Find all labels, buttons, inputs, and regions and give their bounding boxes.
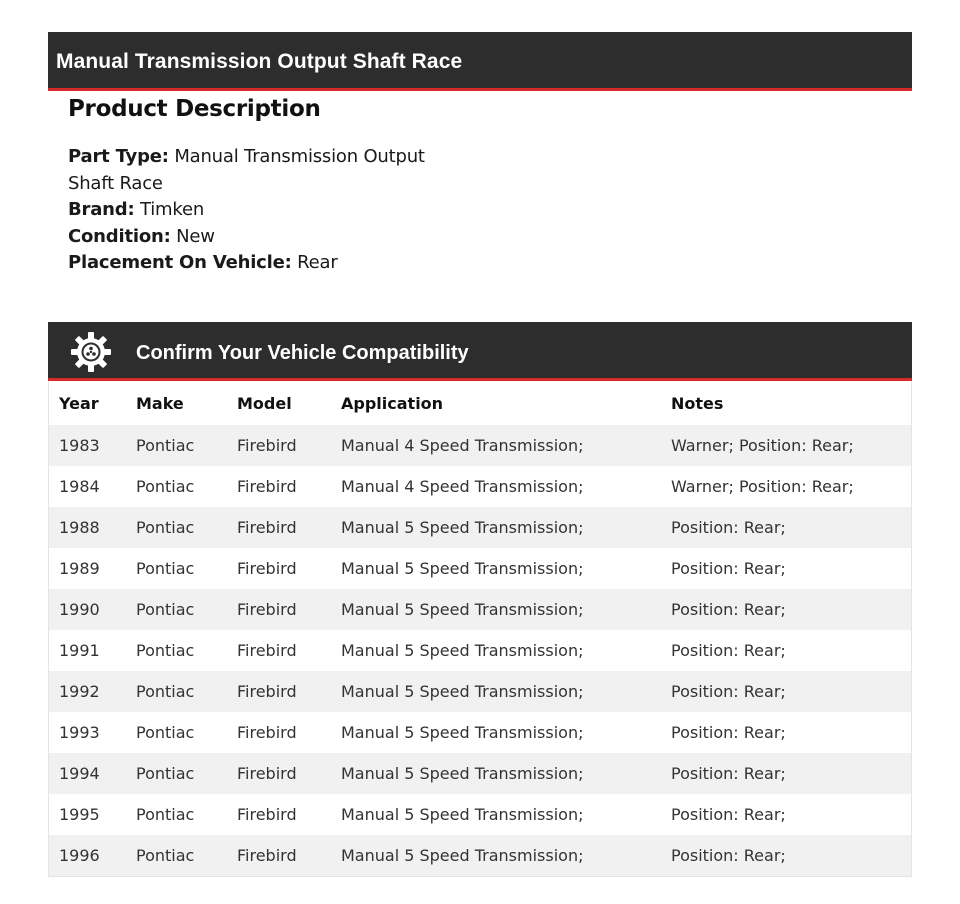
column-header-application: Application	[331, 381, 661, 425]
cell-application: Manual 5 Speed Transmission;	[331, 753, 661, 794]
cell-model: Firebird	[227, 548, 331, 589]
cell-model: Firebird	[227, 835, 331, 876]
cell-notes: Position: Rear;	[661, 548, 911, 589]
table-row	[49, 589, 911, 630]
description-fields	[68, 144, 468, 277]
compatibility-title: Confirm Your Vehicle Compatibility	[136, 342, 469, 364]
field-label: Condition:	[68, 225, 171, 247]
column-header-model: Model	[227, 381, 331, 425]
cell-year: 1984	[49, 466, 126, 507]
cell-make: Pontiac	[126, 712, 227, 753]
cell-notes: Position: Rear;	[661, 712, 911, 753]
cell-make: Pontiac	[126, 835, 227, 876]
table-row	[49, 630, 911, 671]
cell-application: Manual 4 Speed Transmission;	[331, 425, 661, 466]
table-row	[49, 425, 911, 466]
cell-notes: Position: Rear;	[661, 794, 911, 835]
cell-model: Firebird	[227, 507, 331, 548]
cell-notes: Position: Rear;	[661, 671, 911, 712]
cell-model: Firebird	[227, 712, 331, 753]
field-label: Brand:	[68, 199, 135, 220]
cell-year: 1990	[49, 589, 126, 630]
cell-notes: Position: Rear;	[661, 753, 911, 794]
product-title: Manual Transmission Output Shaft Race	[56, 50, 463, 73]
cell-model: Firebird	[227, 794, 331, 835]
compatibility-table	[49, 381, 911, 876]
cell-make: Pontiac	[126, 466, 227, 507]
field-placement	[68, 250, 468, 277]
cell-notes: Warner; Position: Rear;	[661, 466, 911, 507]
cell-year: 1993	[49, 712, 126, 753]
cell-notes: Position: Rear;	[661, 835, 911, 876]
gear-car-icon	[70, 331, 112, 373]
field-value: Rear	[297, 252, 338, 273]
field-value: Manual Transmission Output Shaft Race	[68, 146, 425, 194]
field-label: Placement On Vehicle:	[68, 252, 292, 273]
cell-year: 1988	[49, 507, 126, 548]
table-row	[49, 753, 911, 794]
cell-application: Manual 4 Speed Transmission;	[331, 466, 661, 507]
cell-model: Firebird	[227, 425, 331, 466]
cell-notes: Position: Rear;	[661, 589, 911, 630]
cell-make: Pontiac	[126, 630, 227, 671]
table-row	[49, 712, 911, 753]
cell-application: Manual 5 Speed Transmission;	[331, 507, 661, 548]
product-title-bar	[48, 32, 912, 91]
field-part-type	[68, 144, 428, 197]
table-header-row	[49, 381, 911, 425]
field-value: New	[176, 225, 215, 247]
cell-year: 1996	[49, 835, 126, 876]
cell-model: Firebird	[227, 466, 331, 507]
cell-application: Manual 5 Speed Transmission;	[331, 548, 661, 589]
cell-application: Manual 5 Speed Transmission;	[331, 589, 661, 630]
cell-notes: Warner; Position: Rear;	[661, 425, 911, 466]
product-description	[68, 96, 468, 277]
cell-notes: Position: Rear;	[661, 630, 911, 671]
cell-notes: Position: Rear;	[661, 507, 911, 548]
cell-model: Firebird	[227, 630, 331, 671]
table-row	[49, 835, 911, 876]
cell-application: Manual 5 Speed Transmission;	[331, 671, 661, 712]
table-row	[49, 548, 911, 589]
cell-application: Manual 5 Speed Transmission;	[331, 835, 661, 876]
compatibility-table-container	[48, 381, 912, 877]
field-condition	[68, 224, 468, 251]
cell-year: 1995	[49, 794, 126, 835]
description-heading: Product Description	[68, 96, 321, 122]
cell-make: Pontiac	[126, 507, 227, 548]
cell-application: Manual 5 Speed Transmission;	[331, 712, 661, 753]
cell-make: Pontiac	[126, 671, 227, 712]
field-brand	[68, 197, 468, 224]
cell-model: Firebird	[227, 589, 331, 630]
cell-model: Firebird	[227, 753, 331, 794]
cell-model: Firebird	[227, 671, 331, 712]
cell-year: 1991	[49, 630, 126, 671]
cell-make: Pontiac	[126, 794, 227, 835]
table-row	[49, 466, 911, 507]
cell-application: Manual 5 Speed Transmission;	[331, 794, 661, 835]
column-header-make: Make	[126, 381, 227, 425]
table-row	[49, 671, 911, 712]
table-row	[49, 507, 911, 548]
cell-application: Manual 5 Speed Transmission;	[331, 630, 661, 671]
table-row	[49, 794, 911, 835]
cell-year: 1994	[49, 753, 126, 794]
compatibility-header-bar	[48, 322, 912, 381]
column-header-notes: Notes	[661, 381, 911, 425]
cell-year: 1989	[49, 548, 126, 589]
cell-make: Pontiac	[126, 425, 227, 466]
cell-year: 1983	[49, 425, 126, 466]
field-value: Timken	[139, 199, 205, 220]
column-header-year: Year	[49, 381, 126, 425]
cell-make: Pontiac	[126, 753, 227, 794]
field-label: Part Type:	[68, 146, 169, 167]
cell-make: Pontiac	[126, 548, 227, 589]
cell-year: 1992	[49, 671, 126, 712]
cell-make: Pontiac	[126, 589, 227, 630]
